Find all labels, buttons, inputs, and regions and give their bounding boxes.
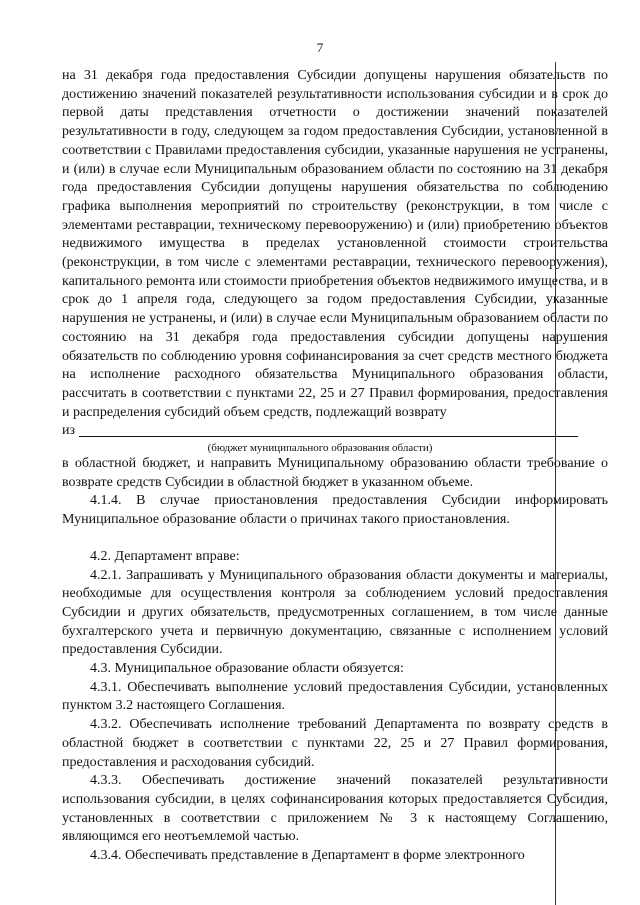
spacer <box>62 530 608 548</box>
from-label: из <box>62 423 76 439</box>
paragraph-4-2-1: 4.2.1. Запрашивать у Муниципального образования области документы и материалы, необходимые для осуществления контроля за соблюдением условий предоставления Субсидии и других обязательств, предусмотренных соглашением, в том числе данные бухгалтерского учета и первичную документацию, связанные с исполнением условий предоставления Субсидии. <box>62 567 608 658</box>
budget-caption: (бюджет муниципального образования области) <box>207 442 433 455</box>
paragraph-4-2: 4.2. Департамент вправе: <box>90 548 240 564</box>
paragraph-return-continuation: в областной бюджет, и направить Муниципальному образованию области требование о возврате средств Субсидии в областной бюджет в указанном объеме. <box>62 456 608 490</box>
paragraph-4-3: 4.3. Муниципальное образование области обязуется: <box>90 661 404 677</box>
paragraph-4-3-3: 4.3.3. Обеспечивать достижение значений показателей результативности использования субсидии, в целях софинансирования которых предоставляется Субсидия, установленных в соответствии с приложением № 3 к настоящему Соглашению, являющимся его неотъемлемой частью. <box>62 773 608 845</box>
paragraph-4-1-4: 4.1.4. В случае приостановления предоставления Субсидии информировать Муниципальное образование области о причинах такого приостановления. <box>62 493 608 528</box>
paragraph-return-conditions: на 31 декабря года предоставления Субсидии допущены нарушения обязательств по достижению значений показателей результативности использования субсидии и в срок до первой даты представления отчетности о достижении значений показателей результативности в году, следующем за годом предоставления Субсидии, установленной в соответствии с Правилами предоставления субсидии, указанные нарушения не устранены, и (или) в случае если Муниципальным образованием области по состоянию на 31 декабря года предоставления Субсидии допущены нарушения обязательства по соблюдению графика выполнения мероприятий по строительству (реконструкции, в том числе с элементами реставрации, техническому перевооружению) и (или) приобретению объектов недвижимого имущества в пределах установленной стоимости строительства (реконструкции, в том числе с элементами реставрации, технического перевооружения), капитального ремонта или стоимости приобретения объектов недвижимого имущества, и в срок до 1 апреля года, следующего за годом предоставления Субсидии, указанные нарушения не устранены, и (или) в случае если Муниципальным образованием области по состоянию на 31 декабря года предоставления субсидии допущены нарушения обязательств по соблюдению уровня софинансирования за счет средств местного бюджета на исполнение расходного обязательства Муниципального образования области, рассчитать в соответствии с пунктами 22, 25 и 27 Правил формирования, предоставления и распределения субсидий объем средств, подлежащий возврату <box>62 68 608 420</box>
document-body <box>62 67 608 866</box>
blank-underline <box>79 436 578 437</box>
paragraph-4-3-1: 4.3.1. Обеспечивать выполнение условий предоставления Субсидии, установленных пунктом 3.2 настоящего Соглашения. <box>62 679 608 714</box>
page-number: 7 <box>316 40 324 55</box>
paragraph-4-3-4: 4.3.4. Обеспечивать представление в Департамент в форме электронного <box>90 848 525 864</box>
paragraph-4-3-2: 4.3.2. Обеспечивать исполнение требований Департамента по возврату средств в областной бюджет в соответствии с пунктами 22, 25 и 27 Правил формирования, предоставления и расходования субсидий. <box>62 717 608 770</box>
budget-fill-line <box>62 422 608 441</box>
